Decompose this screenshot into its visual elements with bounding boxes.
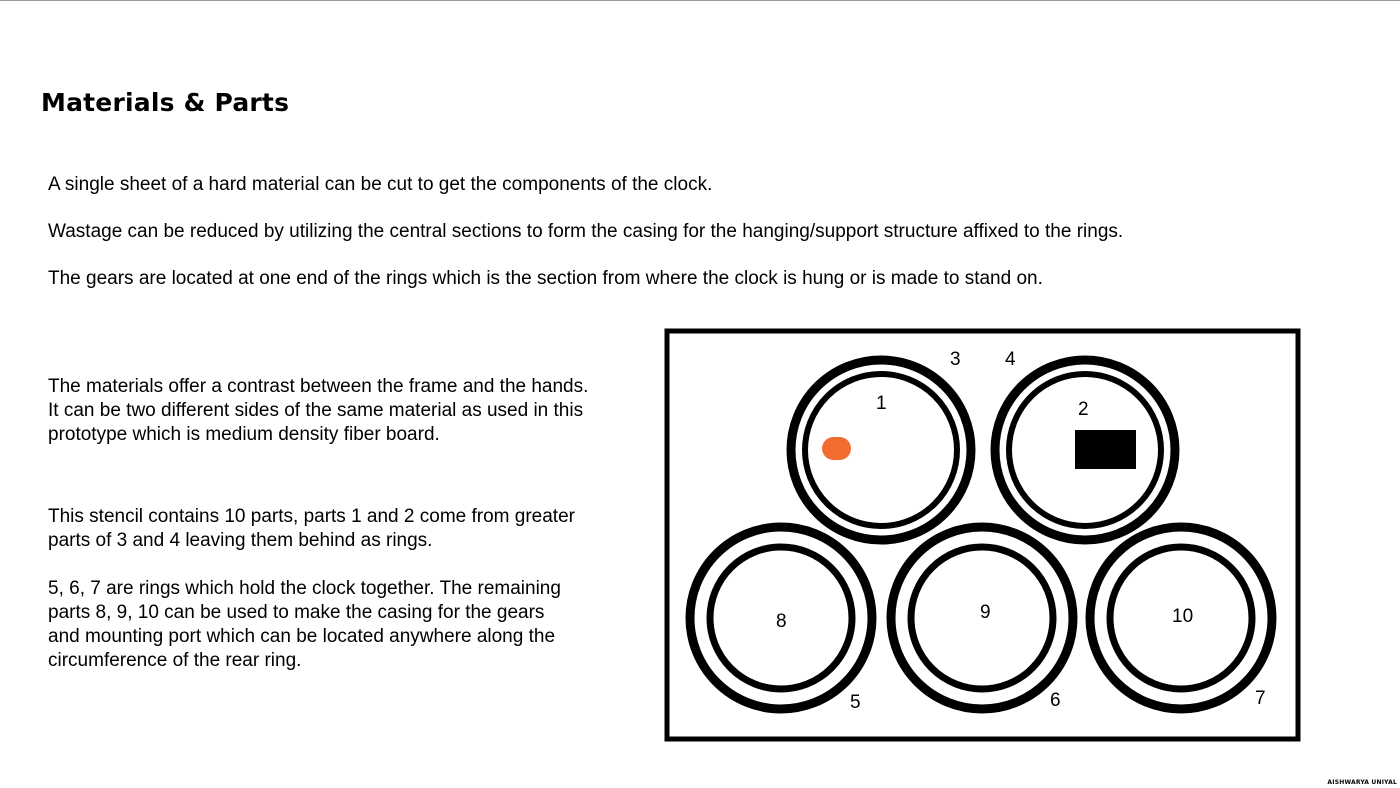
materials-line-2: It can be two different sides of the same material as used in this	[48, 400, 584, 421]
label-part-1: 1	[876, 393, 887, 414]
label-part-5: 5	[850, 692, 861, 713]
description-column	[48, 375, 638, 673]
materials-line-1: The materials offer a contrast between the frame and the hands.	[48, 376, 589, 397]
intro-paragraph-3: The gears are located at one end of the rings which is the section from where the clock is hung or is made to stand on.	[48, 268, 1043, 289]
intro-paragraph-2: Wastage can be reduced by utilizing the central sections to form the casing for the hanging/support structure affixed to the rings.	[48, 221, 1124, 242]
stencil-sheet-border	[667, 331, 1298, 739]
top-divider	[0, 0, 1400, 1]
label-part-9: 9	[980, 602, 991, 623]
stencil-line-1: This stencil contains 10 parts, parts 1 and 2 come from greater	[48, 506, 575, 527]
rings-line-2: parts 8, 9, 10 can be used to make the casing for the gears	[48, 602, 545, 623]
page-title: Materials & Parts	[41, 88, 290, 117]
intro-paragraph-1: A single sheet of a hard material can be cut to get the components of the clock.	[48, 174, 713, 195]
rings-line-1: 5, 6, 7 are rings which hold the clock together. The remaining	[48, 578, 561, 599]
stencil-line-2: parts of 3 and 4 leaving them behind as rings.	[48, 530, 433, 551]
label-part-3: 3	[950, 349, 961, 370]
label-part-6: 6	[1050, 690, 1061, 711]
rings-line-4: circumference of the rear ring.	[48, 650, 302, 671]
author-credit: AISHWARYA UNIYAL	[1327, 779, 1397, 786]
label-part-8: 8	[776, 611, 787, 632]
materials-line-3: prototype which is medium density fiber board.	[48, 424, 440, 445]
black-cutout-shape	[1075, 430, 1136, 469]
intro-text-block	[48, 173, 1248, 314]
label-part-4: 4	[1005, 349, 1016, 370]
label-part-10: 10	[1172, 606, 1194, 627]
orange-marker-shape	[822, 437, 851, 460]
stencil-diagram	[664, 328, 1301, 742]
label-part-2: 2	[1078, 399, 1089, 420]
label-part-7: 7	[1255, 688, 1266, 709]
rings-line-3: and mounting port which can be located anywhere along the	[48, 626, 556, 647]
